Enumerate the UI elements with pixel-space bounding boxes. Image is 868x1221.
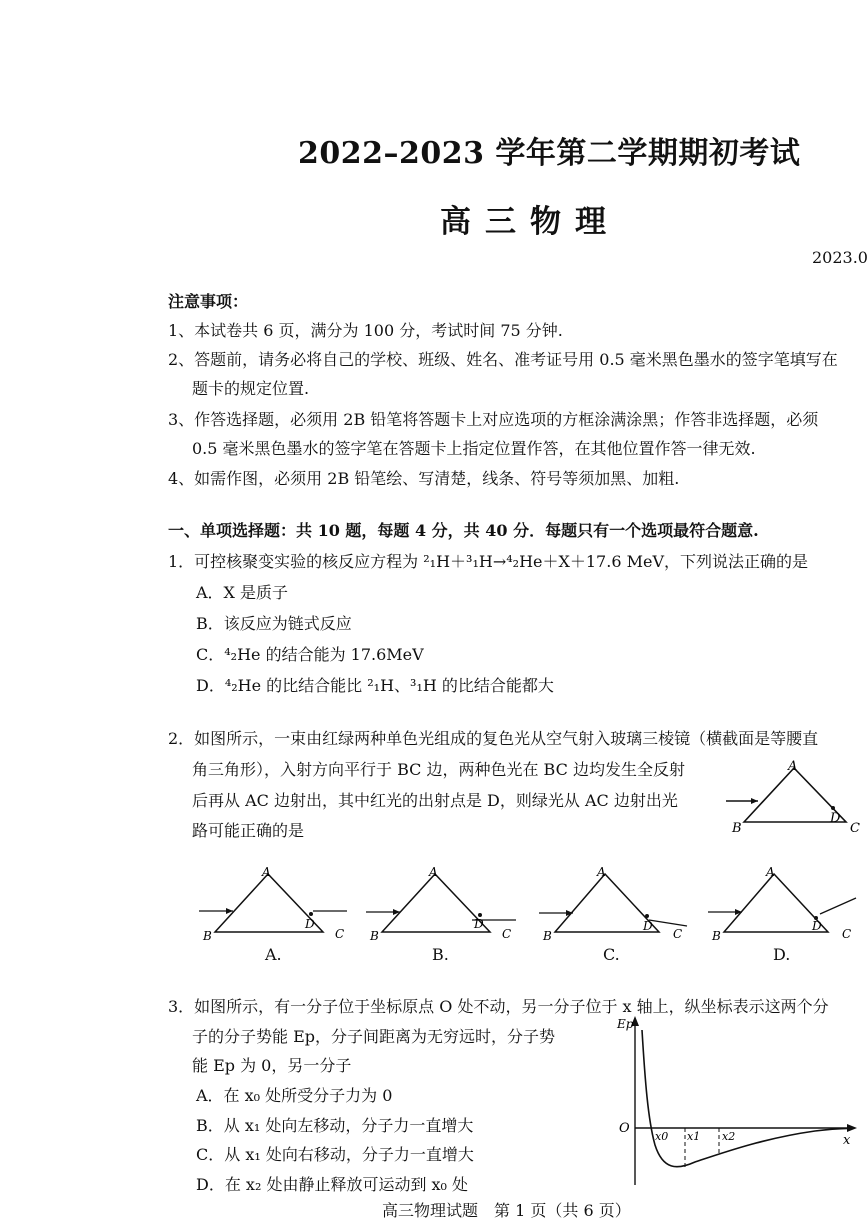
section-heading: 一、单项选择题：共 10 题，每题 4 分，共 40 分．每题只有一个选项最符合题意. (168, 521, 759, 540)
question-2-stem-line: 2．如图所示，一束由红绿两种单色光组成的复色光从空气射入玻璃三棱镜（横截面是等腰直 (168, 729, 819, 748)
question-3-option-c: C．从 x₁ 处向右移动，分子力一直增大 (196, 1145, 474, 1164)
svg-text:A: A (262, 865, 271, 879)
svg-text:B: B (203, 929, 212, 943)
exam-date: 2023.0 (812, 248, 868, 267)
svg-text:C: C (673, 927, 683, 941)
option-a-figure (195, 862, 355, 942)
question-3-option-d: D．在 x₂ 处由静止释放可运动到 x₀ 处 (196, 1175, 469, 1194)
note-item: 1、本试卷共 6 页，满分为 100 分，考试时间 75 分钟. (168, 321, 563, 340)
question-3-stem-line: 能 Ep 为 0，另一分子 (192, 1056, 352, 1075)
option-b-figure (362, 862, 522, 942)
question-1-option-c: C．⁴₂He 的结合能为 17.6MeV (196, 645, 424, 664)
svg-text:D: D (305, 917, 315, 931)
option-c-figure (535, 862, 695, 942)
question-2-stem-line: 路可能正确的是 (192, 821, 305, 840)
note-item: 3、作答选择题，必须用 2B 铅笔将答题卡上对应选项的方框涂满涂黑；作答非选择题，必须 (168, 410, 819, 429)
origin-label: O (619, 1121, 630, 1136)
exam-subtitle: 高三物理 (440, 204, 620, 240)
ep-label: Ep (617, 1017, 634, 1031)
prism-figure (722, 756, 860, 836)
option-a-caption: A. (265, 945, 282, 964)
note-item: 2、答题前，请务必将自己的学校、班级、姓名、准考证号用 0.5 毫米黑色墨水的签字笔填写在 (168, 350, 838, 369)
svg-text:A: A (597, 865, 606, 879)
svg-text:B: B (543, 929, 552, 943)
question-3-stem-line: 3．如图所示，有一分子位于坐标原点 O 处不动，另一分子位于 x 轴上，纵坐标表示这两个分 (168, 997, 829, 1016)
label-b: B (732, 821, 742, 836)
note-item: 0.5 毫米黑色墨水的签字笔在答题卡上指定位置作答，在其他位置作答一律无效. (192, 439, 756, 458)
svg-text:B: B (712, 929, 721, 943)
svg-text:C: C (335, 927, 345, 941)
question-2-stem-line: 后再从 AC 边射出，其中红光的出射点是 D，则绿光从 AC 边射出光 (192, 791, 678, 810)
x2-label: x2 (722, 1130, 736, 1143)
svg-text:D: D (812, 919, 822, 933)
x1-label: x1 (687, 1130, 701, 1143)
page-footer: 高三物理试题 第 1 页（共 6 页） (382, 1201, 631, 1220)
note-item: 4、如需作图，必须用 2B 铅笔绘、写清楚，线条、符号等须加黑、加粗. (168, 469, 680, 488)
question-1-option-d: D．⁴₂He 的比结合能比 ²₁H、³₁H 的比结合能都大 (196, 676, 554, 695)
svg-text:A: A (429, 865, 438, 879)
potential-energy-graph (615, 1010, 860, 1190)
note-item: 题卡的规定位置. (192, 379, 310, 398)
question-1-option-a: A．X 是质子 (196, 583, 289, 602)
exam-title: 2022–2023 学年第二学期期初考试 (298, 136, 801, 171)
question-2-stem-line: 角三角形），入射方向平行于 BC 边，两种色光在 BC 边均发生全反射 (192, 760, 685, 779)
question-3-option-a: A．在 x₀ 处所受分子力为 0 (196, 1086, 393, 1105)
svg-text:D: D (474, 917, 484, 931)
svg-text:B: B (370, 929, 379, 943)
svg-text:A: A (766, 865, 775, 879)
notes-heading: 注意事项： (168, 292, 249, 311)
option-d-caption: D. (773, 945, 791, 964)
x-axis-label: x (843, 1133, 851, 1148)
option-b-caption: B. (432, 945, 449, 964)
label-a: A (788, 759, 798, 774)
question-3-stem-line: 子的分子势能 Ep，分子间距离为无穷远时，分子势 (192, 1027, 556, 1046)
svg-text:C: C (842, 927, 852, 941)
option-d-figure (704, 862, 860, 942)
question-3-option-b: B．从 x₁ 处向左移动，分子力一直增大 (196, 1116, 474, 1135)
svg-text:C: C (502, 927, 512, 941)
svg-text:D: D (643, 919, 653, 933)
option-c-caption: C. (603, 945, 620, 964)
label-d: D (830, 811, 841, 826)
question-1-option-b: B．该反应为链式反应 (196, 614, 352, 633)
x0-label: x0 (655, 1130, 669, 1143)
question-1-stem: 1．可控核聚变实验的核反应方程为 ²₁H＋³₁H→⁴₂He＋X＋17.6 MeV，下列说法正确的是 (168, 552, 808, 571)
label-c: C (850, 821, 860, 836)
